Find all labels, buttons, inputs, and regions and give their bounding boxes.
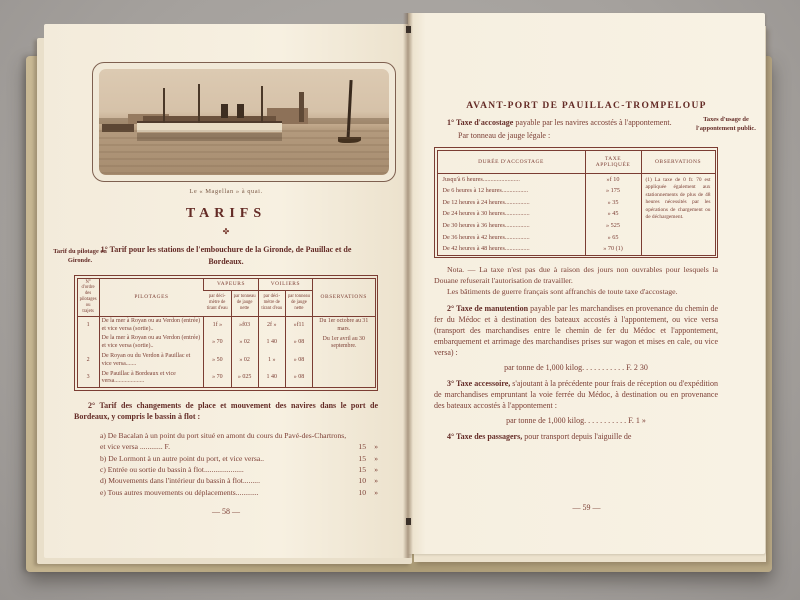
cell-value: » 02 <box>231 334 258 352</box>
cell-observation: Du 1er avril au 30 septembre. <box>313 334 375 352</box>
list-item-value: 10 <box>358 487 366 497</box>
right-page <box>408 13 765 554</box>
pilotage-table <box>74 275 378 391</box>
price-line-manutention: par tonne de 1,000 kilog. . . . . . . . . . . F. 2 30 <box>504 362 648 372</box>
cell-value: 1 » <box>258 352 285 370</box>
list-item-text: c) Entrée ou sortie du bassin à flot..................... <box>100 464 244 474</box>
list-item <box>100 453 378 464</box>
list-item <box>100 487 378 498</box>
nota-paragraph-2: Les bâtiments de guerre français sont affranchis de toute taxe d'accostage. <box>447 286 678 296</box>
paragraph-taxe-manutention <box>434 303 718 358</box>
margin-note-pilotage: Tarif du pilotage en Gironde. <box>53 248 107 264</box>
cell-value: » 08 <box>285 370 312 388</box>
cell-desc: De Royan ou du Verdon à Pauillac et vice versa....... <box>99 352 204 370</box>
cell-taxe: » 45 <box>585 208 641 220</box>
cell-duree: De 24 heures à 30 heures................ <box>442 210 530 218</box>
subheader-tonneau: par tonneau de jauge nette <box>285 290 312 316</box>
paragraph-jauge: Par tonneau de jauge légale : <box>458 131 551 141</box>
paragraph-lead: 4° Taxe des passagers, <box>447 431 523 441</box>
paragraph-text: s'ajoutant à la précédente pour frais de réception ou d'expédition de marchandises empruntant la voie ferrée du Médoc, à destination ou en provenance des bateaux accostés à l'appontement : <box>434 378 718 410</box>
section1-heading: 1° Tarif pour les stations de l'embouchure de la Gironde, de Pauillac et de Bordeaux. <box>100 245 352 266</box>
cell-taxe: » 175 <box>585 185 641 197</box>
col-header-taxe: TAXE APPLIQUÉE <box>585 150 641 173</box>
paragraph-taxe-accostage <box>434 117 718 128</box>
list-item-cents: » <box>374 453 378 463</box>
list-item-text: d) Mouvements dans l'intérieur du bassin à flot......... <box>100 476 260 486</box>
cell-observation <box>313 370 375 388</box>
table-row <box>77 370 375 388</box>
col-header-observations: OBSERVATIONS <box>313 278 375 316</box>
list-item <box>100 430 378 453</box>
photo-factory-chimney <box>299 92 304 122</box>
price-line-accessoire: par tonne de 1,000 kilog. . . . . . . . . . . F. 1 » <box>506 415 646 425</box>
list-item-text: e) Tous autres mouvements ou déplacements............ <box>100 487 259 497</box>
list-item-value: 10 <box>358 476 366 486</box>
cell-duree: De 6 heures à 12 heures................. <box>442 187 529 195</box>
cell-duree: Jusqu'à 6 heures........................ <box>442 175 520 183</box>
cell-duree: De 12 heures à 24 heures................ <box>442 198 530 206</box>
list-item-value: 15 <box>358 464 366 474</box>
col-header-duree: DURÉE D'ACCOSTAGE <box>437 150 585 173</box>
col-group-vapeurs: VAPEURS <box>204 278 258 290</box>
paragraph-taxe-passagers <box>434 431 718 442</box>
cell-taxe: » 35 <box>585 197 641 209</box>
cell-num: 2 <box>86 356 90 363</box>
list-item-cents: » <box>374 487 378 497</box>
cell-duree: De 36 heures à 42 heures................ <box>442 233 530 241</box>
paragraph-lead: 1° Taxe d'accostage <box>447 118 514 127</box>
col-header-pilotages: PILOTAGES <box>99 278 204 316</box>
list-item-text: a) De Bacalan à un point du port situé en amont du cours du Pavé-des-Chartrons, et vice versa ............ F. <box>100 430 347 452</box>
subheader-decimetre: par déci-mètre de tirant d'eau <box>204 290 231 316</box>
subheader-decimetre: par déci-mètre de tirant d'eau <box>258 290 285 316</box>
left-page-column <box>74 244 378 498</box>
binding-stitch <box>406 518 411 525</box>
cell-value: 1 40 <box>258 334 285 352</box>
ship-photo-plate <box>92 62 396 182</box>
photo-reflection <box>137 133 282 141</box>
cell-taxe: »f 10 <box>585 173 641 185</box>
book-gutter <box>403 13 413 558</box>
cell-value: » 08 <box>285 352 312 370</box>
paragraph-taxe-accessoire <box>434 378 718 411</box>
cell-taxe: » 525 <box>585 220 641 232</box>
movement-tariff-list <box>100 430 378 498</box>
cell-value: 2f » <box>258 316 285 334</box>
photo-steamer-funnel <box>237 104 245 118</box>
cell-desc: De la mer à Royan ou au Verdon (entrée) et vice versa (sortie).. <box>99 334 204 352</box>
cell-desc: De la mer à Royan ou au Verdon (entrée) et vice versa (sortie).. <box>99 316 204 334</box>
accostage-table <box>434 147 718 258</box>
cell-value: »f03 <box>231 316 258 334</box>
list-item <box>100 464 378 475</box>
table-row <box>77 316 375 334</box>
right-page-column <box>434 117 718 442</box>
list-item-value: 15 <box>358 442 366 452</box>
subheader-tonneau: par tonneau de jauge nette <box>231 290 258 316</box>
fleuron-ornament-icon: ✤ <box>222 227 230 236</box>
cell-value: »f11 <box>285 316 312 334</box>
photo-caption: Le « Magellan » à quai. <box>189 188 263 195</box>
cell-taxe: » 70 (1) <box>585 243 641 255</box>
cell-num <box>77 334 99 352</box>
cell-value: » 50 <box>204 352 231 370</box>
paragraph-lead: 2° Taxe de manutention <box>447 303 529 313</box>
cell-value: » 70 <box>204 370 231 388</box>
cell-num: 3 <box>86 374 90 381</box>
cell-taxe: » 65 <box>585 232 641 244</box>
photo-mast <box>261 86 263 123</box>
cell-duree: De 30 heures à 36 heures................ <box>442 222 530 229</box>
cell-value: » 025 <box>231 370 258 388</box>
cell-observation <box>313 352 375 370</box>
col-header-observations: OBSERVATIONS <box>641 150 715 173</box>
cell-observation-note: (1) La taxe de 0 fr. 70 est appliquée également aux stationnements de plus de 48 heures nécessités par les opérations de chargement ou de déchargement. <box>641 173 715 255</box>
table-row <box>437 173 715 185</box>
photo-steamer-funnel <box>221 104 229 118</box>
list-item-value: 15 <box>358 453 366 463</box>
list-item <box>100 475 378 486</box>
list-item-cents: » <box>374 464 378 474</box>
cell-value: 1 40 <box>258 370 285 388</box>
col-header-num: N° d'ordre des pilotages ou trajets <box>77 278 99 316</box>
photo-mast <box>198 84 200 123</box>
cell-value: 1f » <box>204 316 231 334</box>
page-title-tarifs: TARIFS <box>185 206 267 221</box>
col-group-voiliers: VOILIERS <box>258 278 312 290</box>
photo-mast <box>163 88 165 123</box>
paragraph-text: payable par les marchandises en provenance du chemin de fer du Médoc et à destination des bateaux accostés à l'appontement, ou vice versa (transport des marchandises entre le chemin de fer du Médoc et l'appontement, embarquement et arrimage des marchandises prises sur wagon et mises en cale, ou vice versa) : <box>434 303 719 357</box>
nota-paragraph: Nota. — La taxe n'est pas due à raison des jours non ouvrables pour lesquels la Douane refuserait l'autorisation de travailler. <box>434 265 718 286</box>
harbor-photo <box>99 69 389 175</box>
table-row <box>77 352 375 370</box>
paragraph-lead: 3° Taxe accessoire, <box>447 378 511 388</box>
binding-stitch <box>406 26 411 33</box>
right-page-title: AVANT-PORT DE PAUILLAC-TROMPELOUP <box>466 101 707 111</box>
paragraph-text: payable par les navires accostés à l'appontement. <box>513 118 672 127</box>
page-number-right: — 59 — <box>572 503 601 512</box>
paragraph-text: pour transport depuis l'aiguille de <box>522 431 632 441</box>
margin-note-taxes: Taxes d'usage de l'appontement public. <box>696 116 756 132</box>
cell-duree: De 42 heures à 48 heures................ <box>442 245 530 253</box>
cell-value: » 70 <box>204 334 231 352</box>
cell-observation: Du 1er octobre au 31 mars. <box>313 316 375 334</box>
cell-num: 1 <box>86 321 90 328</box>
left-page <box>44 24 408 558</box>
list-item-cents: » <box>374 476 378 486</box>
cell-value: » 02 <box>231 352 258 370</box>
table-row <box>77 334 375 352</box>
cell-desc: De Pauillac à Bordeaux et vice versa.................... <box>99 370 204 388</box>
list-item-text: b) De Lormont à un autre point du port, et vice versa.. <box>100 453 265 463</box>
page-number-left: — 58 — <box>212 507 240 516</box>
list-item-cents: » <box>374 442 378 452</box>
cell-value: » 08 <box>285 334 312 352</box>
section2-heading: 2° Tarif des changements de place et mouvement des navires dans le port de Bordeaux, y compris le bassin à flot : <box>74 400 378 422</box>
